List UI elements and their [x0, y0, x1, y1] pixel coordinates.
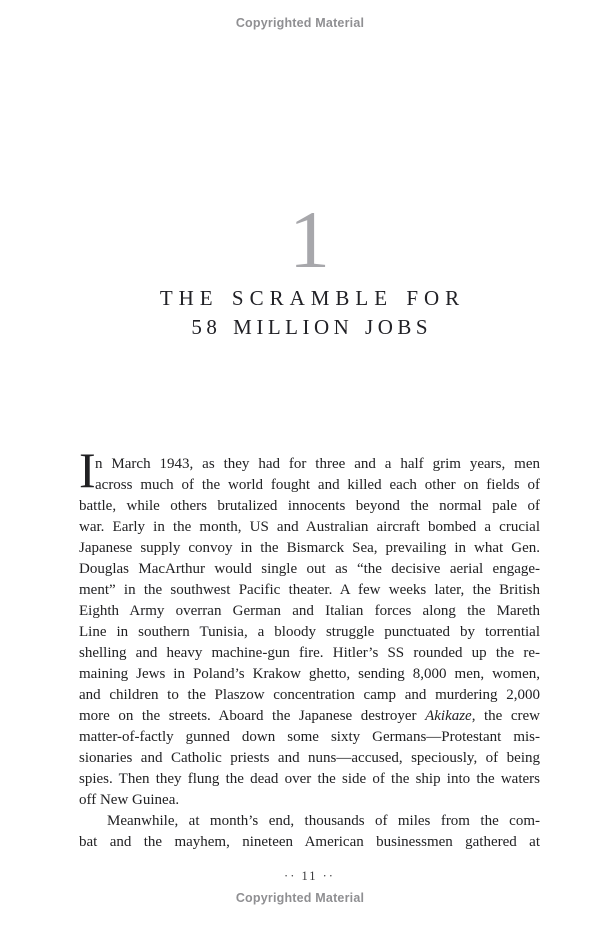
body-line: bat and the mayhem, nineteen American businessmen gathered at — [79, 834, 540, 850]
body-line-segment: more on the streets. Aboard the Japanese destroyer — [79, 708, 426, 724]
copyright-notice-top: Copyrighted Material — [235, 16, 365, 30]
body-line: Douglas MacArthur would single out as “the decisive aerial engage- — [79, 561, 540, 577]
page-number: ·· 11 ·· — [284, 869, 335, 883]
body-line: spies. Then they flung the dead over the side of the ship into the waters — [79, 771, 540, 787]
chapter-title-line-1: THE SCRAMBLE FOR — [159, 286, 466, 310]
ship-name-italic: Akikaze — [425, 708, 472, 724]
body-line: Eighth Army overran German and Italian forces along the Mareth — [79, 603, 540, 619]
body-line-with-italic — [79, 706, 540, 727]
body-line: matter-of-factly gunned down some sixty Germans—Protestant mis- — [79, 729, 540, 745]
body-line: ment” in the southwest Pacific theater. A few weeks later, the British — [79, 582, 540, 598]
body-line: n March 1943, as they had for three and a half grim years, men — [95, 456, 540, 472]
body-line: shelling and heavy machine-gun fire. Hitler’s SS rounded up the re- — [79, 645, 540, 661]
text-block — [79, 0, 540, 926]
body-text — [79, 442, 540, 853]
copyright-notice-bottom: Copyrighted Material — [235, 891, 365, 905]
body-line: across much of the world fought and killed each other on fields of — [95, 477, 540, 493]
drop-cap: I — [79, 442, 96, 498]
chapter-title — [79, 284, 540, 342]
chapter-number: 1 — [289, 194, 330, 285]
body-line: maining Jews in Poland’s Krakow ghetto, sending 8,000 men, women, — [79, 666, 540, 682]
body-line: sionaries and Catholic priests and nuns—accused, speciously, of being — [79, 750, 540, 766]
body-line: off New Guinea. — [79, 792, 180, 808]
body-line: Meanwhile, at month’s end, thousands of miles from the com- — [107, 813, 540, 829]
body-line: battle, while others brutalized innocents beyond the normal pale of — [79, 498, 540, 514]
body-line: and children to the Plaszow concentration camp and murdering 2,000 — [79, 687, 540, 703]
body-line: Line in southern Tunisia, a bloody struggle punctuated by torrential — [79, 624, 540, 640]
chapter-title-line-2: 58 MILLION JOBS — [191, 315, 433, 339]
body-line-segment: , the crew — [471, 708, 540, 724]
body-line: Japanese supply convoy in the Bismarck Sea, prevailing in what Gen. — [79, 540, 540, 556]
body-line: war. Early in the month, US and Australian aircraft bombed a crucial — [79, 519, 540, 535]
